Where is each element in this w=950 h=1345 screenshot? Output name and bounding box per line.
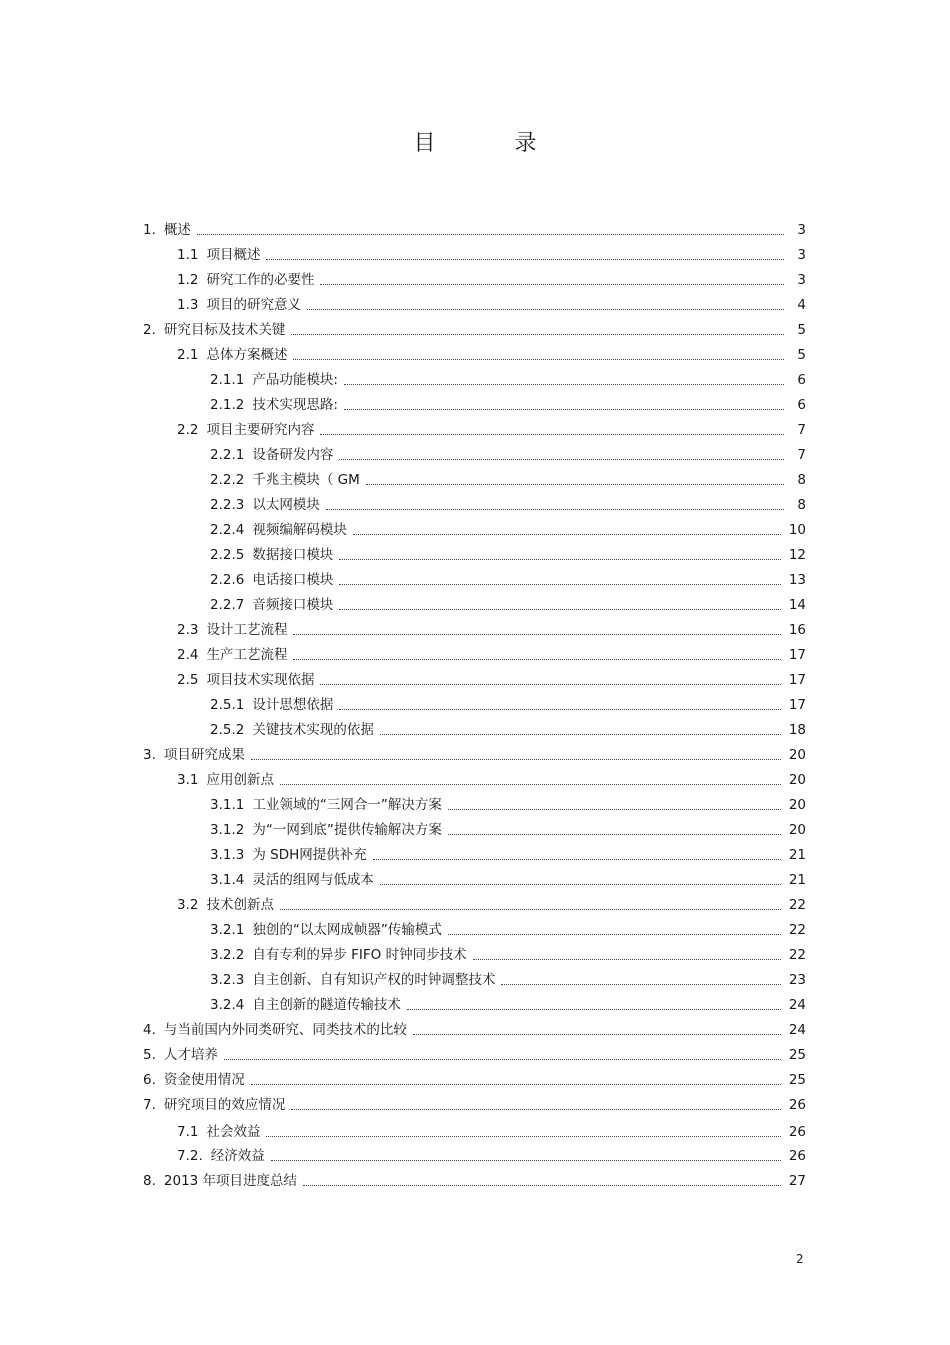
toc-entry-page: 23 <box>788 972 806 988</box>
toc-entry-label: 数据接口模块 <box>252 547 334 563</box>
toc-entry-label: 关键技术实现的依据 <box>252 722 374 738</box>
toc-entry-number: 6. <box>143 1072 156 1088</box>
toc-entry-page: 17 <box>788 672 806 688</box>
toc-entry-page: 20 <box>788 772 806 788</box>
toc-dot-leader <box>266 1128 780 1137</box>
toc-entry-number: 3.2.2 <box>210 947 245 963</box>
page-title: 目 录 <box>413 131 573 156</box>
toc-entry-number: 3. <box>143 747 156 763</box>
toc-entry-page: 20 <box>788 797 806 813</box>
toc-entry-number: 2.2.5 <box>210 547 245 563</box>
toc-entry-number: 7.2. <box>177 1148 203 1164</box>
toc-entry-label: 概述 <box>163 222 191 238</box>
toc-entry[interactable] <box>143 1169 806 1191</box>
toc-entry[interactable] <box>210 568 806 590</box>
toc-entry-label: 千兆主模块（ GM <box>252 472 360 488</box>
toc-dot-leader <box>344 401 784 410</box>
toc-entry-label: 技术实现思路: <box>252 397 338 413</box>
toc-dot-leader <box>293 626 780 635</box>
toc-entry[interactable] <box>143 1093 806 1115</box>
toc-entry-page: 5 <box>797 347 806 363</box>
toc-entry-number: 2.5.1 <box>210 697 245 713</box>
toc-entry[interactable] <box>143 743 806 765</box>
toc-entry[interactable] <box>210 593 806 615</box>
toc-entry-label: 自有专利的异步 FIFO 时钟同步技术 <box>252 947 467 963</box>
toc-entry-label: 资金使用情况 <box>163 1072 245 1088</box>
toc-entry-number: 2.2.7 <box>210 597 245 613</box>
toc-entry-number: 1.3 <box>177 297 199 313</box>
toc-entry[interactable] <box>210 493 806 515</box>
toc-entry[interactable] <box>177 418 806 440</box>
toc-dot-leader <box>339 551 780 560</box>
toc-entry-number: 2.1 <box>177 347 199 363</box>
toc-dot-leader <box>271 1152 781 1161</box>
toc-dot-leader <box>353 526 781 535</box>
toc-dot-leader <box>280 776 781 785</box>
toc-entry-number: 1.1 <box>177 247 199 263</box>
toc-entry-page: 10 <box>788 522 806 538</box>
toc-entry-page: 27 <box>788 1173 806 1189</box>
toc-entry-label: 应用创新点 <box>206 772 274 788</box>
toc-entry[interactable] <box>177 343 806 365</box>
toc-dot-leader <box>293 651 780 660</box>
toc-entry-label: 自主创新的隧道传输技术 <box>252 997 401 1013</box>
toc-entry-label: 电话接口模块 <box>252 572 334 588</box>
toc-entry-label: 人才培养 <box>163 1047 218 1063</box>
toc-entry[interactable] <box>177 643 806 665</box>
toc-entry-label: 项目主要研究内容 <box>206 422 315 438</box>
toc-entry-label: 自主创新、自有知识产权的时钟调整技术 <box>252 972 496 988</box>
toc-entry-number: 2.2.4 <box>210 522 245 538</box>
toc-entry[interactable] <box>210 868 806 890</box>
toc-entry[interactable] <box>177 268 806 290</box>
toc-entry[interactable] <box>143 218 806 240</box>
toc-dot-leader <box>448 926 781 935</box>
toc-entry[interactable] <box>177 243 806 265</box>
toc-dot-leader <box>291 1101 780 1110</box>
toc-entry-number: 2.2.6 <box>210 572 245 588</box>
toc-entry[interactable] <box>177 668 806 690</box>
toc-entry[interactable] <box>143 1068 806 1090</box>
toc-dot-leader <box>197 226 784 235</box>
toc-dot-leader <box>266 251 784 260</box>
toc-entry-page: 17 <box>788 697 806 713</box>
toc-entry-label: 项目研究成果 <box>163 747 245 763</box>
toc-entry-label: 设计工艺流程 <box>206 622 288 638</box>
toc-entry-label: 项目概述 <box>206 247 261 263</box>
toc-dot-leader <box>339 451 784 460</box>
toc-dot-leader <box>280 901 781 910</box>
toc-entry[interactable] <box>210 543 806 565</box>
toc-entry-label: 工业领域的“三网合一”解决方案 <box>252 797 442 813</box>
toc-dot-leader <box>339 601 780 610</box>
toc-dot-leader <box>293 351 784 360</box>
toc-entry[interactable] <box>210 443 806 465</box>
toc-entry-label: 音频接口模块 <box>252 597 334 613</box>
toc-entry-label: 设计思想依据 <box>252 697 334 713</box>
toc-dot-leader <box>303 1177 781 1186</box>
toc-entry-label: 灵活的组网与低成本 <box>252 872 374 888</box>
toc-dot-leader <box>407 1001 781 1010</box>
toc-entry-label: 与当前国内外同类研究、同类技术的比较 <box>163 1022 407 1038</box>
toc-dot-leader <box>339 576 780 585</box>
toc-entry-page: 13 <box>788 572 806 588</box>
toc-entry-label: 项目技术实现依据 <box>206 672 315 688</box>
toc-entry-page: 22 <box>788 922 806 938</box>
toc-entry[interactable] <box>210 843 806 865</box>
toc-entry[interactable] <box>210 918 806 940</box>
toc-entry-page: 8 <box>797 497 806 513</box>
toc-entry-number: 4. <box>143 1022 156 1038</box>
toc-entry-page: 3 <box>797 272 806 288</box>
toc-entry-number: 3.1.4 <box>210 872 245 888</box>
toc-dot-leader <box>366 476 784 485</box>
toc-entry[interactable] <box>210 793 806 815</box>
toc-entry-page: 25 <box>788 1047 806 1063</box>
toc-dot-leader <box>448 826 781 835</box>
toc-entry-label: 2013 年项目进度总结 <box>163 1173 298 1189</box>
toc-entry-label: 视频编解码模块 <box>252 522 347 538</box>
toc-dot-leader <box>501 976 780 985</box>
toc-dot-leader <box>380 876 781 885</box>
toc-entry-number: 2.1.1 <box>210 372 245 388</box>
toc-entry-label: 经济效益 <box>210 1148 265 1164</box>
toc-dot-leader <box>448 801 781 810</box>
toc-entry-page: 26 <box>788 1124 806 1140</box>
toc-entry-number: 2.2.3 <box>210 497 245 513</box>
toc-entry-label: 独创的“以太网成帧器”传输模式 <box>252 922 442 938</box>
toc-entry[interactable] <box>210 968 806 990</box>
toc-entry-label: 产品功能模块: <box>252 372 338 388</box>
toc-entry-page: 26 <box>788 1148 806 1164</box>
toc-entry[interactable] <box>210 718 806 740</box>
toc-entry[interactable] <box>143 1018 806 1040</box>
toc-entry-label: 项目的研究意义 <box>206 297 301 313</box>
toc-entry-page: 16 <box>788 622 806 638</box>
toc-dot-leader <box>339 701 780 710</box>
toc-entry-page: 18 <box>788 722 806 738</box>
toc-entry-number: 2.4 <box>177 647 199 663</box>
toc-entry-page: 20 <box>788 822 806 838</box>
toc-dot-leader <box>413 1026 781 1035</box>
toc-entry-number: 7. <box>143 1097 156 1113</box>
toc-entry[interactable] <box>143 318 806 340</box>
toc-entry-number: 1.2 <box>177 272 199 288</box>
toc-entry-page: 7 <box>797 447 806 463</box>
toc-entry[interactable] <box>177 768 806 790</box>
toc-entry-number: 3.1.2 <box>210 822 245 838</box>
toc-entry-number: 8. <box>143 1173 156 1189</box>
toc-entry[interactable] <box>210 468 806 490</box>
toc-entry[interactable] <box>177 618 806 640</box>
toc-entry-page: 17 <box>788 647 806 663</box>
toc-dot-leader <box>373 851 781 860</box>
toc-entry-label: 技术创新点 <box>206 897 274 913</box>
toc-entry-label: 研究项目的效应情况 <box>163 1097 286 1113</box>
toc-entry-page: 25 <box>788 1072 806 1088</box>
toc-entry-number: 2.2.1 <box>210 447 245 463</box>
toc-entry[interactable] <box>210 693 806 715</box>
toc-entry-page: 20 <box>788 747 806 763</box>
toc-entry-number: 2.2 <box>177 422 199 438</box>
toc-entry-page: 24 <box>788 1022 806 1038</box>
toc-entry-page: 6 <box>797 397 806 413</box>
toc-entry-page: 8 <box>797 472 806 488</box>
toc-entry-number: 2.5.2 <box>210 722 245 738</box>
toc-entry-page: 26 <box>788 1097 806 1113</box>
toc-entry-label: 生产工艺流程 <box>206 647 288 663</box>
toc-entry[interactable] <box>210 943 806 965</box>
toc-entry-number: 2.5 <box>177 672 199 688</box>
toc-entry-number: 3.2 <box>177 897 199 913</box>
toc-entry-number: 3.2.4 <box>210 997 245 1013</box>
toc-dot-leader <box>291 326 784 335</box>
toc-entry-page: 14 <box>788 597 806 613</box>
toc-dot-leader <box>251 1076 781 1085</box>
toc-entry-number: 2.1.2 <box>210 397 245 413</box>
toc-dot-leader <box>473 951 781 960</box>
toc-entry-page: 3 <box>797 222 806 238</box>
toc-entry-label: 总体方案概述 <box>206 347 288 363</box>
toc-entry-number: 1. <box>143 222 156 238</box>
toc-entry-label: 研究目标及技术关键 <box>163 322 286 338</box>
toc-entry-number: 3.1.3 <box>210 847 245 863</box>
toc-entry-number: 5. <box>143 1047 156 1063</box>
toc-entry-label: 以太网模块 <box>252 497 320 513</box>
toc-entry-number: 2.2.2 <box>210 472 245 488</box>
toc-dot-leader <box>224 1051 781 1060</box>
toc-dot-leader <box>320 676 780 685</box>
toc-entry-number: 7.1 <box>177 1124 199 1140</box>
toc-dot-leader <box>320 426 784 435</box>
toc-dot-leader <box>307 301 784 310</box>
toc-entry-label: 为 SDH网提供补充 <box>252 847 367 863</box>
page-number: 2 <box>796 1252 804 1266</box>
toc-entry-page: 6 <box>797 372 806 388</box>
toc-dot-leader <box>380 726 781 735</box>
toc-entry-page: 22 <box>788 947 806 963</box>
toc-dot-leader <box>320 276 784 285</box>
toc-dot-leader <box>326 501 784 510</box>
toc-entry-page: 21 <box>788 847 806 863</box>
toc-entry-number: 2. <box>143 322 156 338</box>
toc-entry-label: 为“一网到底”提供传输解决方案 <box>252 822 442 838</box>
toc-entry[interactable] <box>177 1120 806 1142</box>
toc-entry[interactable] <box>143 1043 806 1065</box>
toc-entry-page: 22 <box>788 897 806 913</box>
toc-entry-number: 2.3 <box>177 622 199 638</box>
toc-entry-page: 7 <box>797 422 806 438</box>
toc-dot-leader <box>344 376 784 385</box>
toc-entry[interactable] <box>210 368 806 390</box>
toc-entry[interactable] <box>177 293 806 315</box>
toc-entry-number: 3.2.1 <box>210 922 245 938</box>
toc-entry[interactable] <box>177 1144 806 1166</box>
toc-entry-label: 社会效益 <box>206 1124 261 1140</box>
toc-entry[interactable] <box>210 393 806 415</box>
toc-entry[interactable] <box>177 893 806 915</box>
toc-entry-page: 24 <box>788 997 806 1013</box>
toc-dot-leader <box>251 751 781 760</box>
toc-entry-number: 3.1.1 <box>210 797 245 813</box>
toc-entry-page: 12 <box>788 547 806 563</box>
toc-entry-label: 研究工作的必要性 <box>206 272 315 288</box>
toc-entry[interactable] <box>210 993 806 1015</box>
toc-entry[interactable] <box>210 518 806 540</box>
toc-entry[interactable] <box>210 818 806 840</box>
toc-entry-page: 3 <box>797 247 806 263</box>
toc-entry-page: 21 <box>788 872 806 888</box>
toc-entry-page: 4 <box>797 297 806 313</box>
toc-entry-number: 3.2.3 <box>210 972 245 988</box>
toc-entry-label: 设备研发内容 <box>252 447 334 463</box>
toc-entry-page: 5 <box>797 322 806 338</box>
toc-entry-number: 3.1 <box>177 772 199 788</box>
